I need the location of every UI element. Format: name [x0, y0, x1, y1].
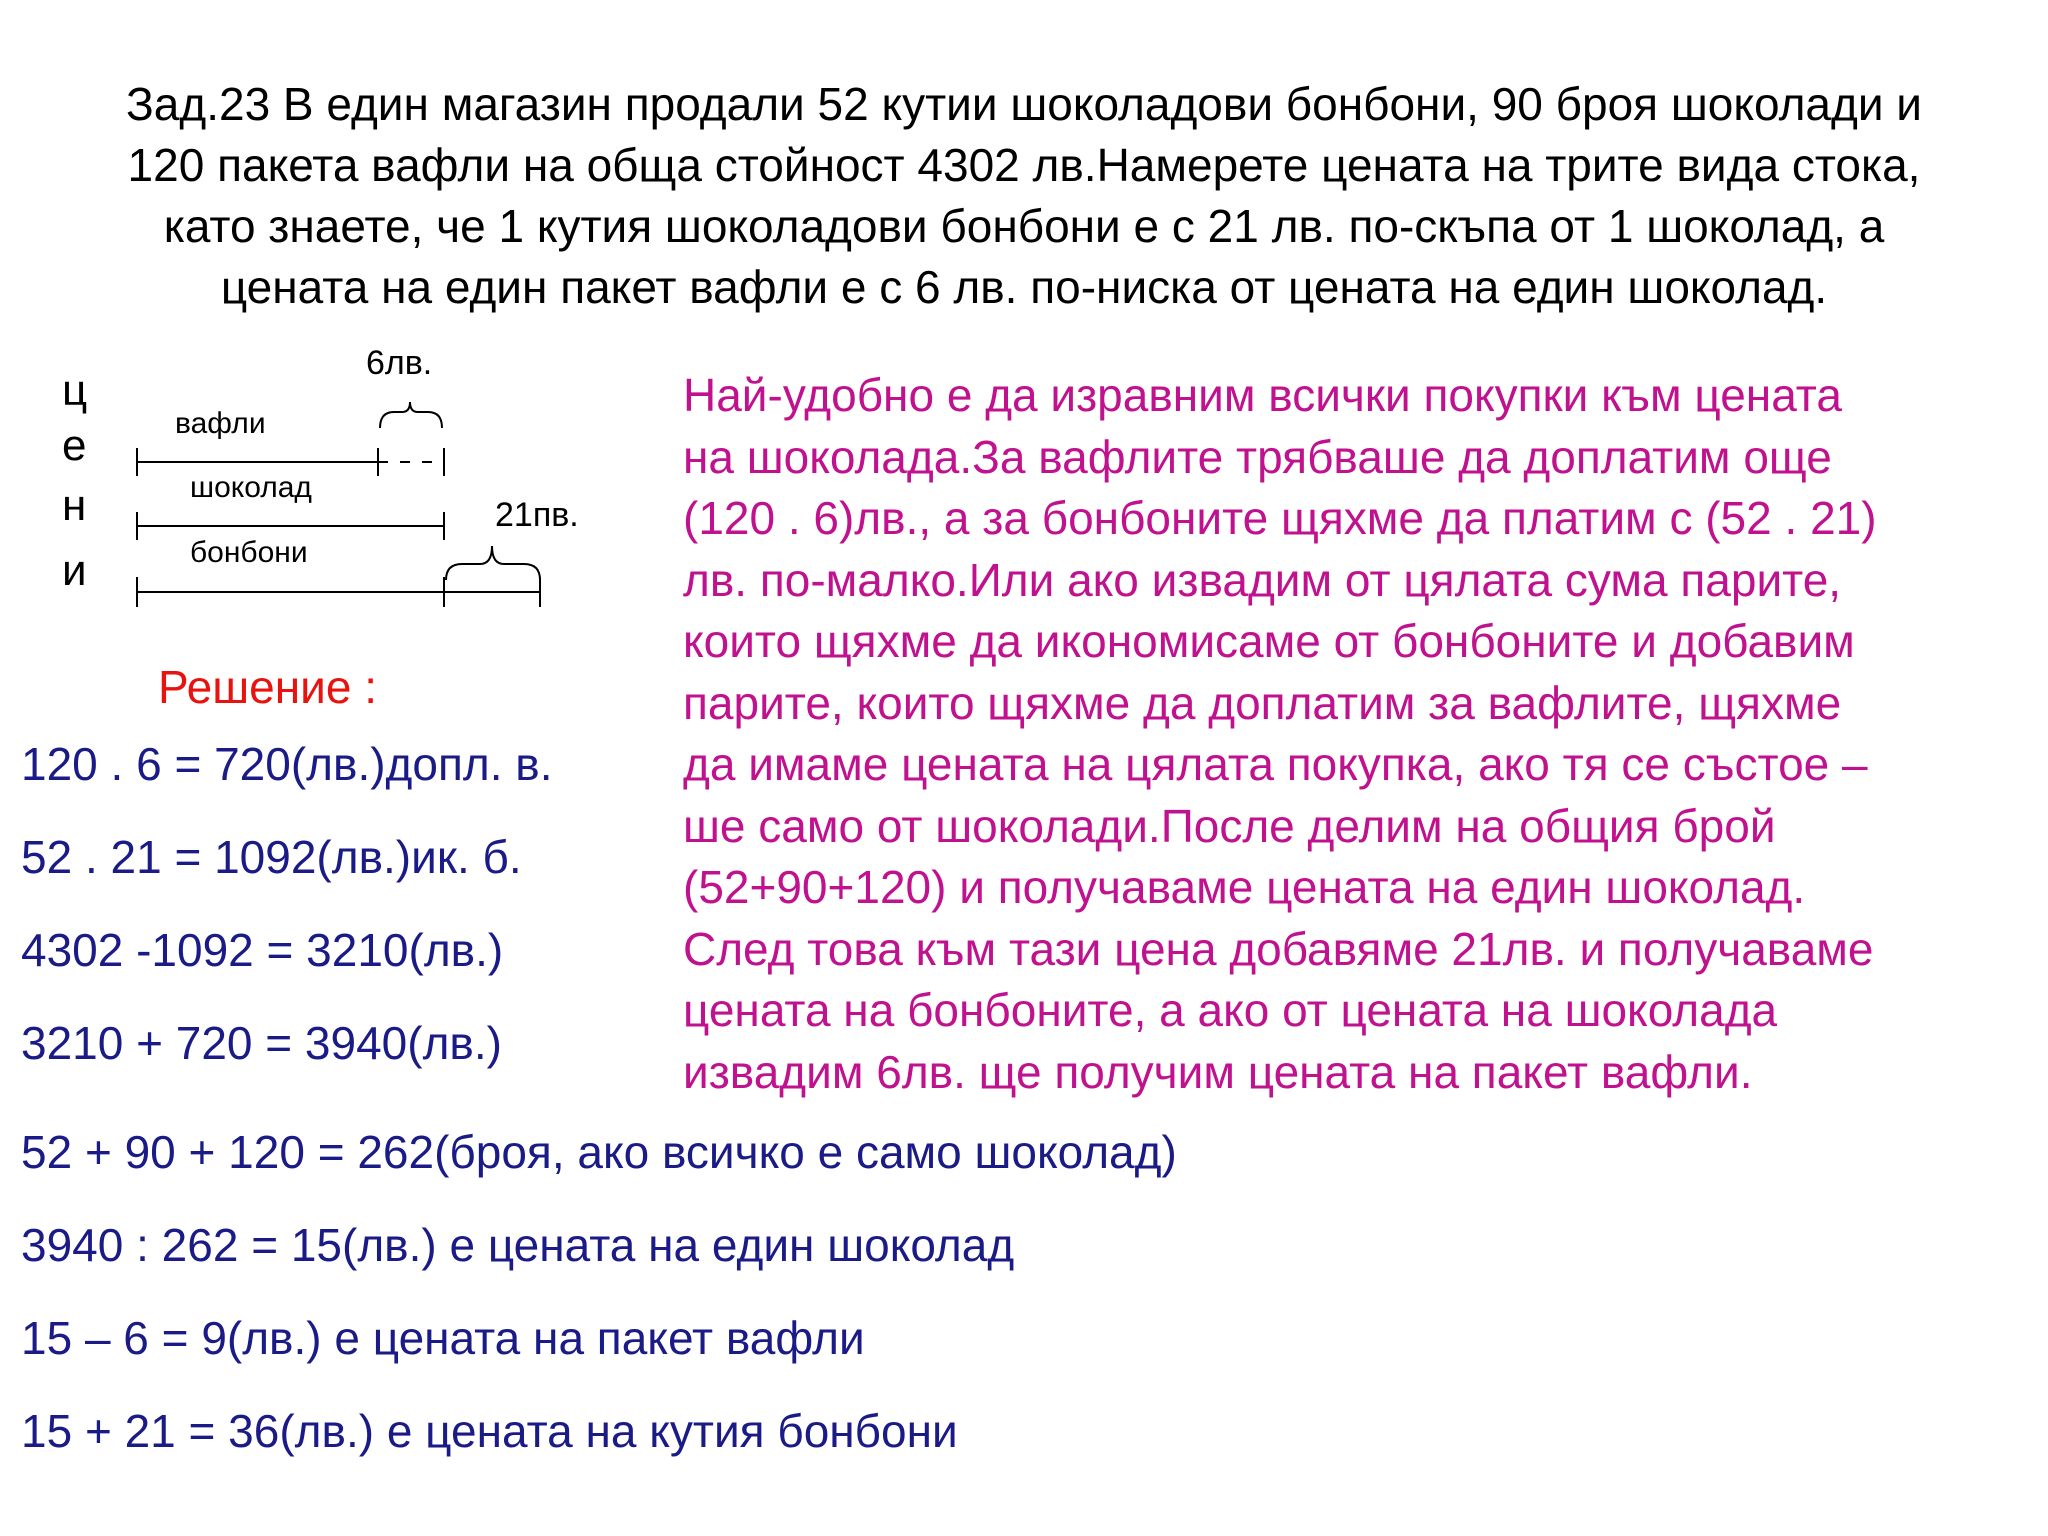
explanation-line: цената на бонбоните, а ако от цената на шоколада	[683, 984, 1778, 1036]
price-segment-diagram	[0, 340, 640, 620]
equation-line: 3940 : 262 = 15(лв.) е цената на един шоколад	[21, 1219, 1015, 1271]
equation-line: 52 . 21 = 1092(лв.)ик. б.	[21, 831, 522, 883]
explanation-line: Най-удобно е да изравним всички покупки към цената	[683, 369, 1842, 421]
explanation-line: (52+90+120) и получаваме цената на един шоколад.	[683, 861, 1806, 913]
explanation-line: (120 . 6)лв., а за бонбоните щяхме да платим с (52 . 21)	[683, 492, 1877, 544]
equation-line: 15 + 21 = 36(лв.) е цената на кутия бонбони	[21, 1405, 958, 1457]
problem-statement	[10, 74, 2038, 318]
bonbon-difference-label: 21пв.	[495, 496, 579, 534]
problem-line: 120 пакета вафли на обща стойност 4302 лв.Намерете цената на трите вида стока,	[127, 139, 1921, 191]
explanation-line: парите, които щяхме да доплатим за вафлите, щяхме	[683, 676, 1842, 729]
equation-line: 52 + 90 + 120 = 262(броя, ако всичко е само шоколад)	[21, 1126, 1177, 1178]
explanation-line: които щяхме да икономисаме от бонбоните и добавим	[683, 615, 1855, 667]
equation-line: 120 . 6 = 720(лв.)допл. в.	[21, 738, 553, 790]
waffles-label: вафли	[175, 407, 266, 440]
vertical-label-letter: н	[62, 481, 87, 530]
vertical-label-letter: ц	[62, 366, 88, 415]
waffle-difference-brace	[380, 402, 442, 428]
vertical-label-letter: е	[62, 421, 87, 470]
explanation-line: извадим 6лв. ще получим цената на пакет вафли.	[683, 1045, 1753, 1098]
explanation-line: да имаме цената на цялата покупка, ако тя се състое –	[683, 738, 1868, 790]
explanation-line: ше само от шоколади.После делим на общия брой	[683, 799, 1776, 852]
chocolate-label: шоколад	[190, 471, 312, 504]
problem-line: като знаете, че 1 кутия шоколадови бонбони е с 21 лв. по-скъпа от 1 шоколад, а	[163, 200, 1885, 252]
problem-line: Зад.23 В един магазин продали 52 кутии шоколадови бонбони, 90 броя шоколади и	[126, 78, 1922, 130]
equation-line: 3210 + 720 = 3940(лв.)	[21, 1017, 502, 1069]
problem-line: цената на един пакет вафли е с 6 лв. по-ниска от цената на един шоколад.	[220, 261, 1828, 313]
explanation-line: След това към тази цена добавяме 21лв. и получаваме	[683, 922, 1874, 975]
equation-line: 15 – 6 = 9(лв.) е цената на пакет вафли	[21, 1312, 865, 1364]
bonbons-label: бонбони	[190, 536, 308, 569]
explanation-line: на шоколада.За вафлите трябваше да доплатим още	[683, 430, 1832, 483]
vertical-label-letter: и	[62, 546, 87, 595]
explanation-paragraph	[683, 365, 2038, 1103]
equation-line: 4302 -1092 = 3210(лв.)	[21, 924, 504, 976]
explanation-line: лв. по-малко.Или ако извадим от цялата сума парите,	[683, 553, 1842, 606]
solution-heading: Решение :	[158, 661, 377, 713]
bonbon-difference-brace	[446, 546, 540, 580]
waffle-difference-label: 6лв.	[366, 344, 433, 382]
